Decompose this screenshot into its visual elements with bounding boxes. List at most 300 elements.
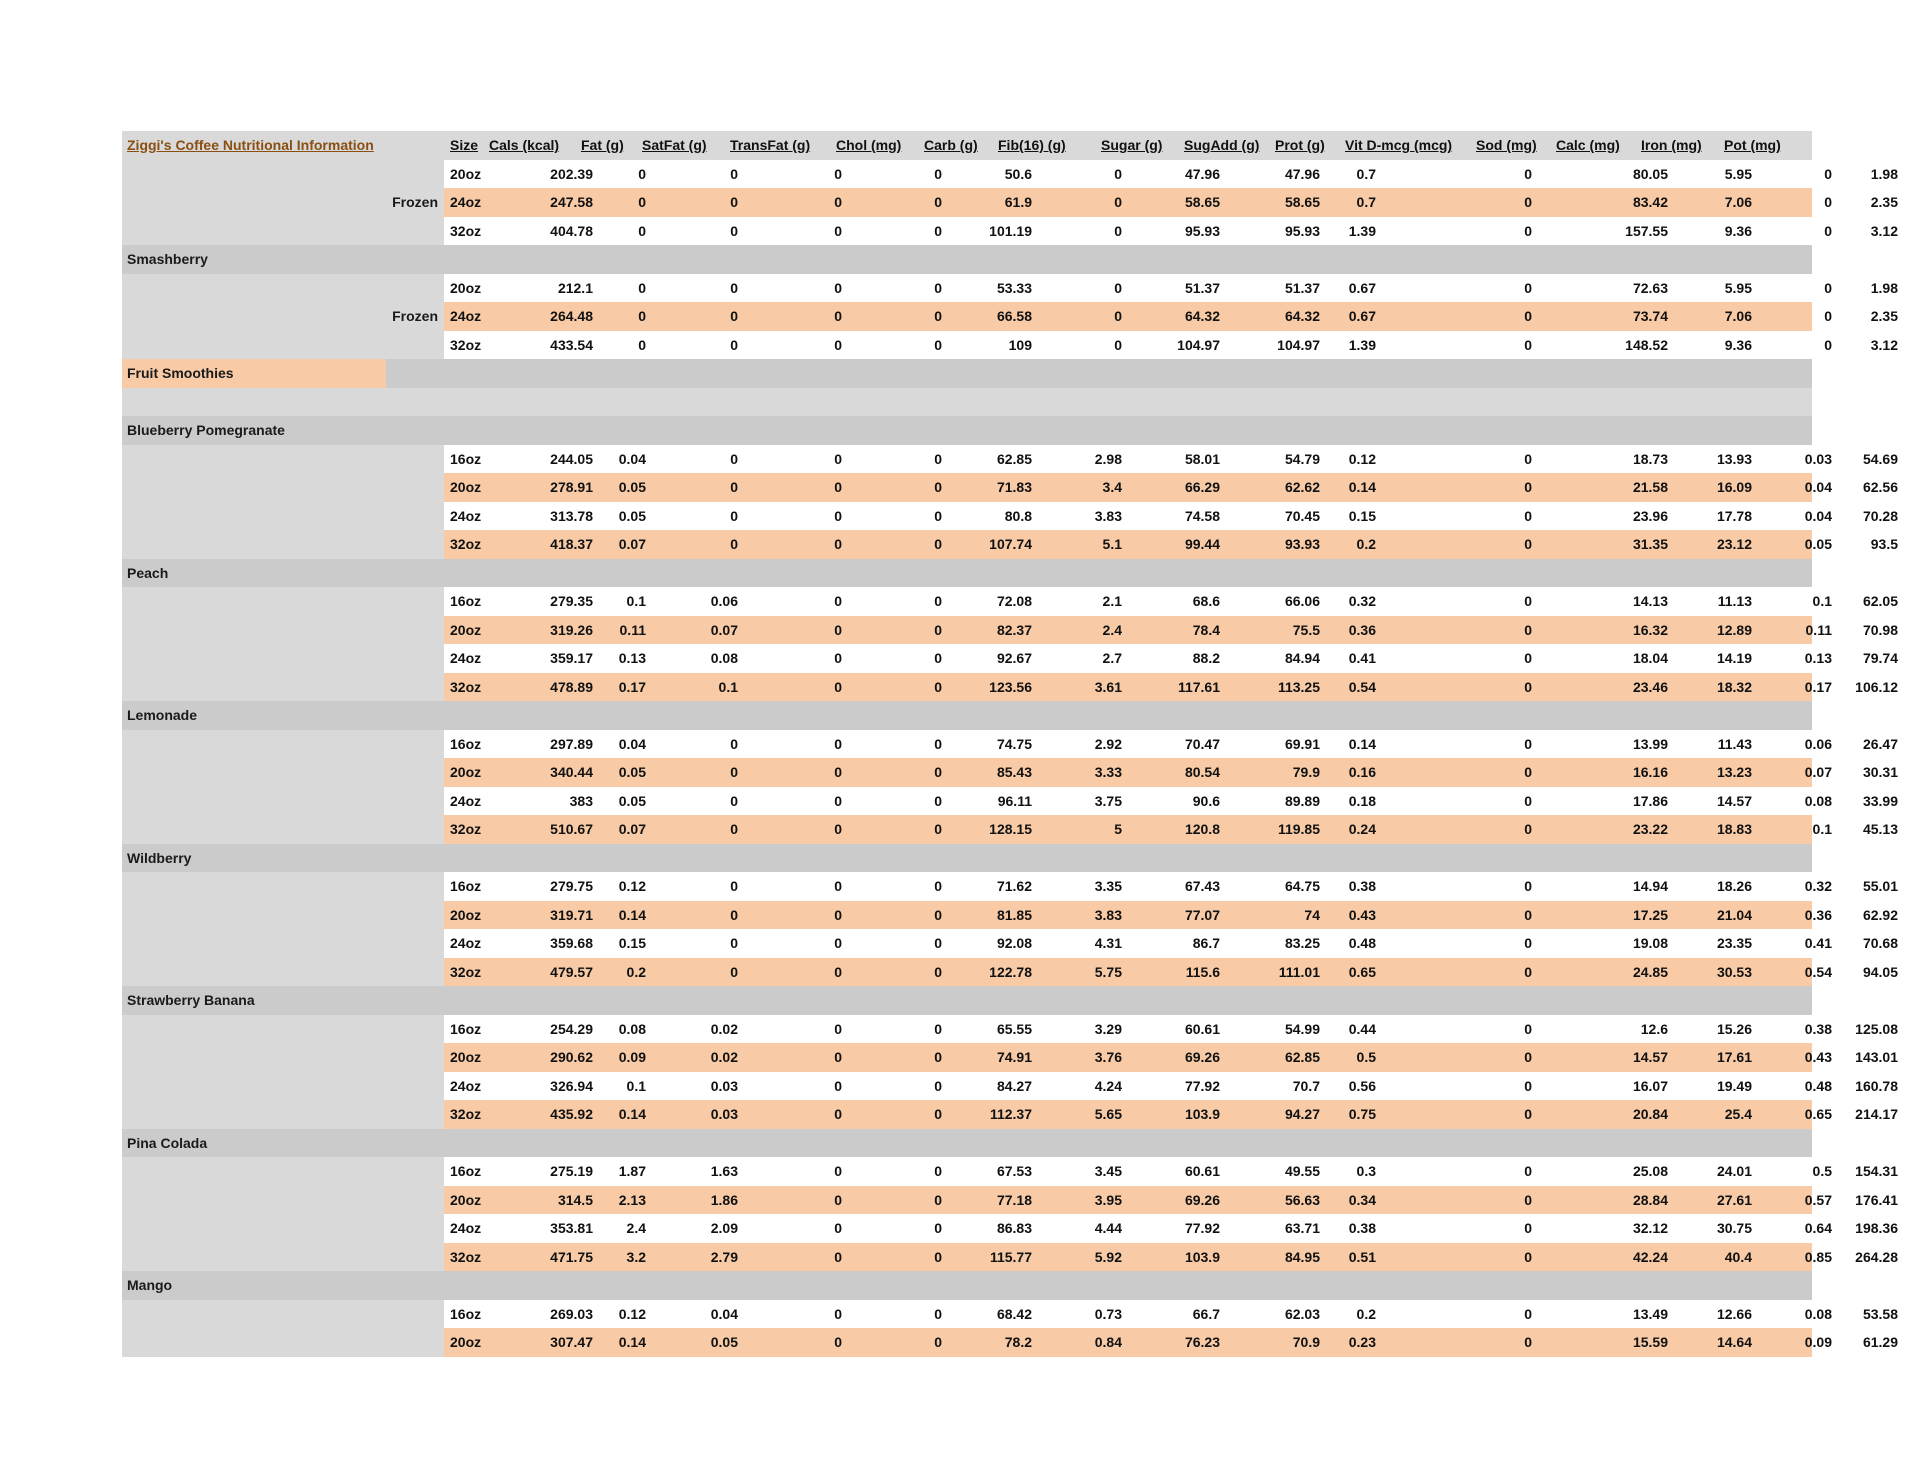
table-row [122,1015,1898,1044]
cell-transfat-g: 0 [834,450,842,467]
cell-cals-kcal: 479.57 [550,963,593,980]
cell-calc-mg: 18.83 [1716,821,1752,837]
cell-fat-g: 0 [638,165,646,182]
cell-satfat-g: 0.08 [710,650,738,666]
cell-sugar-g: 51.37 [1184,279,1220,296]
cell-iron-mg: 0.48 [1804,1077,1832,1094]
cell-transfat-g: 0 [834,906,842,923]
cell-sugar-g: 69.26 [1184,1191,1220,1208]
cell-fib-16-g: 3.83 [1094,507,1122,524]
cell-cals-kcal: 471.75 [550,1248,593,1265]
cell-vit-d-mcg-mcg: 0 [1524,678,1532,695]
cell-pot-mg: 54.69 [1862,450,1898,467]
table-row [122,1328,1898,1357]
cell-satfat-g: 0 [730,735,738,752]
cell-pot-mg: 264.28 [1855,1248,1898,1265]
cell-sugar-g: 120.8 [1184,821,1220,837]
cell-size: 32oz [450,1248,482,1265]
cell-vit-d-mcg-mcg: 0 [1524,1305,1532,1322]
cell-transfat-g: 0 [834,507,842,524]
cell-size: 16oz [450,735,482,752]
section-row [122,986,1812,1015]
cell-vit-d-mcg-mcg: 0 [1524,621,1532,638]
cell-satfat-g: 0 [730,792,738,809]
cell-sugar-g: 80.54 [1184,764,1220,780]
column-header-chol-mg: Chol (mg) [836,137,902,153]
cell-sod-mg: 16.16 [1632,764,1668,780]
cell-cals-kcal: 478.89 [550,678,593,695]
table-row [122,302,1898,331]
cell-vit-d-mcg-mcg: 0 [1524,764,1532,780]
cell-sod-mg: 14.57 [1632,1049,1668,1065]
cell-vit-d-mcg-mcg: 0 [1524,507,1532,524]
cell-calc-mg: 9.36 [1724,222,1752,239]
cell-chol-mg: 0 [934,450,942,467]
cell-satfat-g: 0 [730,308,738,324]
cell-calc-mg: 13.23 [1716,764,1752,780]
cell-satfat-g: 0.06 [710,593,738,609]
cell-carb-g: 128.15 [989,821,1032,837]
cell-sod-mg: 25.08 [1632,1163,1668,1179]
cell-chol-mg: 0 [934,1163,942,1179]
cell-prot-g: 0.36 [1348,621,1376,638]
cell-calc-mg: 12.89 [1716,621,1752,638]
cell-fat-g: 0.05 [618,479,646,495]
cell-fat-g: 0.07 [618,821,646,837]
cell-pot-mg: 160.78 [1855,1077,1898,1094]
cell-vit-d-mcg-mcg: 0 [1524,1248,1532,1265]
column-header-sugar-g: Sugar (g) [1101,137,1163,153]
cell-prot-g: 0.38 [1348,1220,1376,1236]
cell-satfat-g: 0 [730,450,738,467]
cell-prot-g: 0.34 [1348,1191,1376,1208]
cell-calc-mg: 17.61 [1716,1049,1752,1065]
cell-chol-mg: 0 [934,1020,942,1037]
cell-chol-mg: 0 [934,308,942,324]
cell-calc-mg: 12.66 [1716,1305,1752,1322]
table-row [122,1157,1898,1186]
cell-carb-g: 61.9 [1004,194,1032,210]
cell-transfat-g: 0 [834,222,842,239]
cell-vit-d-mcg-mcg: 0 [1524,479,1532,495]
cell-pot-mg: 1.98 [1870,279,1898,296]
table-row [122,901,1898,930]
cell-satfat-g: 0 [730,906,738,923]
cell-calc-mg: 5.95 [1724,165,1752,182]
cell-prot-g: 0.14 [1348,735,1376,752]
column-header-transfat-g: TransFat (g) [730,137,811,153]
cell-calc-mg: 17.78 [1716,507,1752,524]
cell-calc-mg: 18.32 [1716,678,1752,695]
table-row [122,473,1898,502]
cell-fat-g: 0 [638,336,646,353]
cell-satfat-g: 0 [730,279,738,296]
cell-vit-d-mcg-mcg: 0 [1524,536,1532,552]
variant-label: Frozen [386,302,444,331]
cell-fib-16-g: 3.61 [1094,678,1122,695]
cell-pot-mg: 3.12 [1870,336,1898,353]
cell-size: 20oz [450,1049,482,1065]
cell-transfat-g: 0 [834,1163,842,1179]
cell-sugar-g: 69.26 [1184,1049,1220,1065]
cell-vit-d-mcg-mcg: 0 [1524,1049,1532,1065]
cell-calc-mg: 14.19 [1716,650,1752,666]
cell-iron-mg: 0.08 [1804,1305,1832,1322]
cell-satfat-g: 0.03 [710,1106,738,1122]
variant-header [386,131,444,160]
cell-prot-g: 0.3 [1356,1163,1376,1179]
cell-satfat-g: 0 [730,336,738,353]
cell-fib-16-g: 3.35 [1094,878,1122,894]
cell-vit-d-mcg-mcg: 0 [1524,650,1532,666]
cell-vit-d-mcg-mcg: 0 [1524,906,1532,923]
cell-pot-mg: 33.99 [1862,792,1898,809]
product-name: Wildberry [122,844,386,873]
cell-sugadd-g: 95.93 [1284,222,1320,239]
cell-transfat-g: 0 [834,1334,842,1350]
cell-calc-mg: 27.61 [1716,1191,1752,1208]
cell-carb-g: 84.27 [996,1077,1032,1094]
cell-iron-mg: 0.32 [1804,878,1832,894]
cell-chol-mg: 0 [934,536,942,552]
table-row [122,1300,1898,1329]
cell-sugadd-g: 84.95 [1284,1248,1320,1265]
column-headers [444,131,1812,160]
cell-sod-mg: 14.13 [1632,593,1668,609]
cell-sugar-g: 66.7 [1192,1305,1220,1322]
cell-fib-16-g: 5.92 [1094,1248,1122,1265]
cell-calc-mg: 30.75 [1716,1220,1752,1236]
cell-sugar-g: 58.01 [1184,450,1220,467]
cell-size: 32oz [450,1106,482,1122]
cell-carb-g: 74.75 [996,735,1032,752]
cell-pot-mg: 61.29 [1862,1334,1898,1350]
cell-vit-d-mcg-mcg: 0 [1524,165,1532,182]
table-row [122,1243,1898,1272]
cell-fib-16-g: 2.92 [1094,735,1122,752]
cell-cals-kcal: 297.89 [550,735,593,752]
cell-carb-g: 77.18 [996,1191,1032,1208]
cell-prot-g: 0.38 [1348,878,1376,894]
cell-chol-mg: 0 [934,479,942,495]
cell-vit-d-mcg-mcg: 0 [1524,1106,1532,1122]
table-row [122,217,1898,246]
cell-chol-mg: 0 [934,1305,942,1322]
cell-sugadd-g: 64.32 [1284,308,1320,324]
cell-fib-16-g: 3.29 [1094,1020,1122,1037]
table-row [122,872,1898,901]
variant-label: Frozen [386,188,444,217]
cell-sugar-g: 68.6 [1192,593,1220,609]
cell-sugadd-g: 58.65 [1284,194,1320,210]
cell-satfat-g: 0 [730,764,738,780]
cell-sod-mg: 23.96 [1632,507,1668,524]
cell-sugadd-g: 93.93 [1284,536,1320,552]
cell-iron-mg: 0 [1824,336,1832,353]
cell-size: 32oz [450,821,482,837]
cell-prot-g: 0.75 [1348,1106,1376,1122]
cell-sugadd-g: 89.89 [1284,792,1320,809]
cell-sod-mg: 15.59 [1632,1334,1668,1350]
cell-carb-g: 109 [1008,336,1032,353]
cell-carb-g: 122.78 [989,963,1032,980]
cell-calc-mg: 23.12 [1716,536,1752,552]
cell-sod-mg: 16.32 [1632,621,1668,638]
cell-satfat-g: 0.07 [710,621,738,638]
cell-pot-mg: 176.41 [1855,1191,1898,1208]
sheet-title [122,131,386,160]
cell-vit-d-mcg-mcg: 0 [1524,194,1532,210]
cell-chol-mg: 0 [934,906,942,923]
cell-satfat-g: 0.05 [710,1334,738,1350]
table-row [122,445,1898,474]
cell-satfat-g: 0 [730,536,738,552]
cell-carb-g: 80.8 [1004,507,1032,524]
cell-sod-mg: 18.73 [1632,450,1668,467]
cell-cals-kcal: 314.5 [557,1191,593,1208]
cell-fib-16-g: 0.84 [1094,1334,1122,1350]
cell-sugadd-g: 74 [1304,906,1320,923]
cell-iron-mg: 0.36 [1804,906,1832,923]
cell-fib-16-g: 3.4 [1102,479,1122,495]
cell-sugadd-g: 49.55 [1284,1163,1320,1179]
table-row [122,530,1898,559]
cell-fat-g: 1.87 [618,1163,646,1179]
cell-calc-mg: 24.01 [1716,1163,1752,1179]
cell-cals-kcal: 353.81 [550,1220,593,1236]
table-row [122,274,1898,303]
cell-vit-d-mcg-mcg: 0 [1524,821,1532,837]
cell-calc-mg: 7.06 [1724,194,1752,210]
cell-cals-kcal: 212.1 [557,279,593,296]
cell-fib-16-g: 3.83 [1094,906,1122,923]
cell-fat-g: 0.17 [618,678,646,695]
cell-size: 16oz [450,1020,482,1037]
cell-fib-16-g: 5.1 [1102,536,1122,552]
cell-vit-d-mcg-mcg: 0 [1524,1334,1532,1350]
cell-fib-16-g: 0 [1114,165,1122,182]
cell-fib-16-g: 3.95 [1094,1191,1122,1208]
cell-fib-16-g: 5.75 [1094,963,1122,980]
cell-prot-g: 0.7 [1356,194,1376,210]
cell-sugadd-g: 64.75 [1284,878,1320,894]
cell-fib-16-g: 0 [1114,279,1122,296]
cell-sugar-g: 77.92 [1184,1220,1220,1236]
table-row [122,958,1898,987]
cell-carb-g: 81.85 [996,906,1032,923]
cell-size: 32oz [450,678,482,695]
cell-size: 20oz [450,279,482,296]
cell-transfat-g: 0 [834,1248,842,1265]
cell-fib-16-g: 4.24 [1094,1077,1122,1094]
section-row [122,245,1812,274]
cell-fat-g: 0.12 [618,1305,646,1322]
cell-satfat-g: 1.86 [710,1191,738,1208]
cell-chol-mg: 0 [934,1077,942,1094]
category-name: Fruit Smoothies [122,359,386,388]
cell-calc-mg: 7.06 [1724,308,1752,324]
cell-vit-d-mcg-mcg: 0 [1524,1077,1532,1094]
cell-satfat-g: 0.04 [710,1305,738,1322]
product-name: Peach [122,559,386,588]
cell-pot-mg: 93.5 [1870,536,1898,552]
cell-pot-mg: 26.47 [1862,735,1898,752]
cell-size: 24oz [450,1077,482,1094]
cell-sugar-g: 78.4 [1192,621,1220,638]
section-row [122,1129,1812,1158]
cell-iron-mg: 0.04 [1804,507,1832,524]
cell-vit-d-mcg-mcg: 0 [1524,1220,1532,1236]
cell-sugar-g: 76.23 [1184,1334,1220,1350]
cell-vit-d-mcg-mcg: 0 [1524,1020,1532,1037]
cell-size: 24oz [450,507,482,524]
cell-carb-g: 112.37 [989,1106,1032,1122]
cell-satfat-g: 0 [730,963,738,980]
cell-prot-g: 0.44 [1348,1020,1376,1037]
cell-carb-g: 50.6 [1004,165,1032,182]
cell-satfat-g: 2.79 [710,1248,738,1265]
table-row [122,730,1898,759]
cell-pot-mg: 1.98 [1870,165,1898,182]
product-name: Pina Colada [122,1129,386,1158]
cell-iron-mg: 0.06 [1804,735,1832,752]
cell-prot-g: 0.32 [1348,593,1376,609]
cell-sugadd-g: 113.25 [1277,678,1320,695]
cell-prot-g: 0.56 [1348,1077,1376,1094]
cell-chol-mg: 0 [934,194,942,210]
column-header-fat-g: Fat (g) [581,137,624,153]
cell-size: 16oz [450,878,482,894]
cell-size: 32oz [450,536,482,552]
cell-sod-mg: 13.49 [1632,1305,1668,1322]
cell-prot-g: 0.54 [1348,678,1376,695]
cell-iron-mg: 0.38 [1804,1020,1832,1037]
cell-pot-mg: 94.05 [1862,963,1898,980]
cell-sod-mg: 13.99 [1632,735,1668,752]
cell-size: 24oz [450,935,482,951]
cell-size: 16oz [450,1163,482,1179]
cell-fat-g: 0.11 [619,621,646,638]
cell-calc-mg: 21.04 [1716,906,1752,923]
nutrition-sheet [122,131,1898,1357]
cell-prot-g: 0.24 [1348,821,1376,837]
cell-fat-g: 0.14 [618,906,646,923]
cell-sugar-g: 77.92 [1184,1077,1220,1094]
cell-sugadd-g: 70.9 [1292,1334,1320,1350]
cell-transfat-g: 0 [834,792,842,809]
section-row [122,701,1812,730]
column-header-sod-mg: Sod (mg) [1476,137,1537,153]
cell-chol-mg: 0 [934,1220,942,1236]
cell-satfat-g: 0.03 [710,1077,738,1094]
cell-satfat-g: 1.63 [710,1163,738,1179]
cell-transfat-g: 0 [834,308,842,324]
cell-chol-mg: 0 [934,279,942,296]
cell-sugadd-g: 83.25 [1284,935,1320,951]
section-row [122,1271,1812,1300]
cell-size: 20oz [450,764,482,780]
cell-fat-g: 0.14 [618,1106,646,1122]
cell-transfat-g: 0 [834,1049,842,1065]
cell-iron-mg: 0.08 [1804,792,1832,809]
cell-cals-kcal: 279.35 [550,593,593,609]
cell-sugadd-g: 84.94 [1284,650,1320,666]
cell-pot-mg: 62.05 [1862,593,1898,609]
cell-chol-mg: 0 [934,1106,942,1122]
cell-fat-g: 2.4 [626,1220,646,1236]
cell-sugar-g: 86.7 [1192,935,1220,951]
cell-vit-d-mcg-mcg: 0 [1524,1191,1532,1208]
cell-carb-g: 65.55 [996,1020,1032,1037]
cell-transfat-g: 0 [834,735,842,752]
cell-calc-mg: 30.53 [1716,963,1752,980]
cell-transfat-g: 0 [834,1077,842,1094]
cell-cals-kcal: 359.17 [550,650,593,666]
cell-size: 16oz [450,1305,482,1322]
cell-fat-g: 0 [638,222,646,239]
cell-prot-g: 0.51 [1348,1248,1376,1265]
cell-iron-mg: 0.54 [1804,963,1832,980]
cell-fat-g: 0.05 [618,507,646,524]
cell-calc-mg: 23.35 [1716,935,1752,951]
cell-satfat-g: 0 [730,821,738,837]
column-header-iron-mg: Iron (mg) [1641,137,1702,153]
cell-fat-g: 0.08 [618,1020,646,1037]
cell-chol-mg: 0 [934,336,942,353]
cell-fat-g: 0.12 [618,878,646,894]
cell-sugadd-g: 75.5 [1292,621,1320,638]
column-header-prot-g: Prot (g) [1275,137,1325,153]
cell-carb-g: 78.2 [1004,1334,1032,1350]
table-row [122,502,1898,531]
cell-prot-g: 0.2 [1356,1305,1376,1322]
cell-carb-g: 86.83 [996,1220,1032,1236]
cell-iron-mg: 0 [1824,165,1832,182]
cell-sugar-g: 60.61 [1184,1020,1220,1037]
cell-vit-d-mcg-mcg: 0 [1524,279,1532,296]
cell-fat-g: 0.05 [618,764,646,780]
cell-prot-g: 0.67 [1348,308,1376,324]
cell-sugar-g: 58.65 [1184,194,1220,210]
cell-chol-mg: 0 [934,735,942,752]
column-header-size: Size [450,137,479,153]
cell-fib-16-g: 5 [1114,821,1122,837]
header-row [122,131,1812,160]
cell-prot-g: 0.16 [1348,764,1376,780]
cell-size: 20oz [450,621,482,638]
cell-sugadd-g: 70.45 [1284,507,1320,524]
cell-transfat-g: 0 [834,1305,842,1322]
cell-calc-mg: 18.26 [1716,878,1752,894]
cell-sod-mg: 18.04 [1632,650,1668,666]
cell-satfat-g: 0 [730,222,738,239]
cell-chol-mg: 0 [934,1334,942,1350]
cell-fib-16-g: 0 [1114,222,1122,239]
cell-sugar-g: 67.43 [1184,878,1220,894]
cell-fib-16-g: 3.76 [1094,1049,1122,1065]
cell-fib-16-g: 2.4 [1102,621,1122,638]
cell-sod-mg: 83.42 [1632,194,1668,210]
cell-pot-mg: 3.12 [1870,222,1898,239]
cell-size: 16oz [450,450,482,467]
cell-satfat-g: 0.02 [710,1020,738,1037]
cell-carb-g: 92.08 [996,935,1032,951]
table-row [122,673,1898,702]
cell-fib-16-g: 2.98 [1094,450,1122,467]
cell-sod-mg: 28.84 [1632,1191,1668,1208]
cell-prot-g: 0.48 [1348,935,1376,951]
cell-fat-g: 0.1 [626,1077,646,1094]
